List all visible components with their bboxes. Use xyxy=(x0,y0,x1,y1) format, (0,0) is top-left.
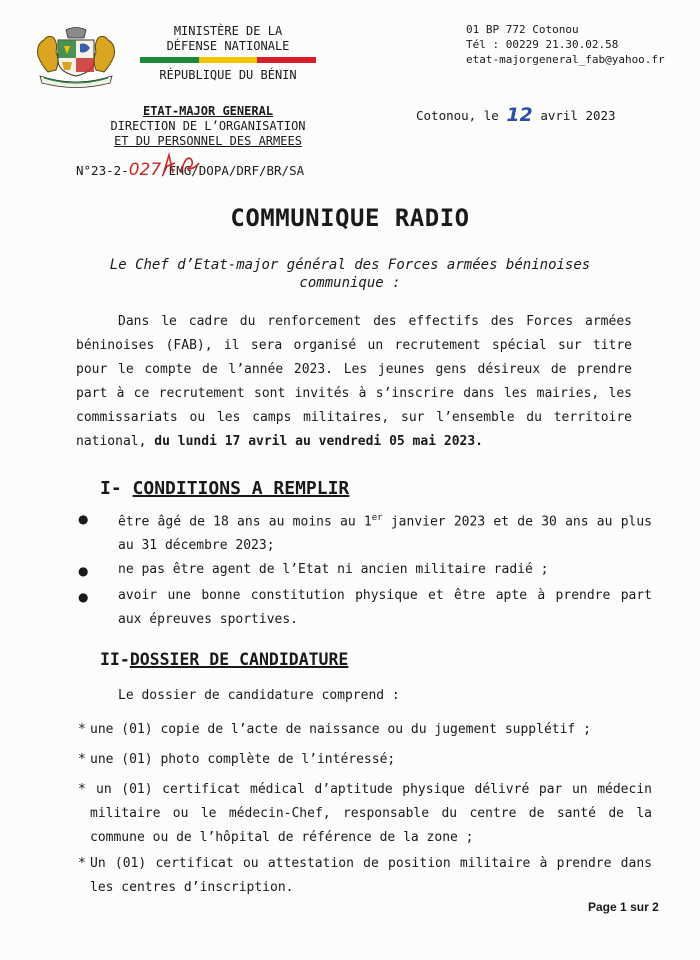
document-date xyxy=(416,103,616,125)
flag-stripe-green xyxy=(140,57,199,63)
reference-prefix: N°23-2- xyxy=(76,163,129,178)
date-day-handwritten: 12 xyxy=(506,104,533,126)
ministry-line-1: MINISTÈRE DE LA xyxy=(173,24,283,38)
dossier-item-2: une (01) photo complète de l’intéressé; xyxy=(90,752,396,767)
ministry-name xyxy=(132,24,324,54)
paragraph-bold-dates: du lundi 17 avril au vendredi 05 mai 2023. xyxy=(154,434,484,449)
page-number xyxy=(588,900,659,914)
bullet-icon: ● xyxy=(78,512,89,526)
office-block xyxy=(92,104,324,149)
dossier-item-1: une (01) copie de l’acte de naissance ou du jugement supplétif ; xyxy=(90,722,591,737)
paragraph-text: Dans le cadre du renforcement des effectifs des Forces armées béninoises (FAB), il sera organisé un recrutement spécial sur titre pour le compte de l’année 2023. Les jeunes gens désireux de prendre part à ce recrutement sont invités à s’inscrire dans les mairies, les commissariats ou les camps militaires, sur l’ensemble du territoire national, xyxy=(76,314,632,449)
dossier-item-4: Un (01) certificat ou attestation de position militaire à prendre dans les centres d’inscription. xyxy=(90,856,652,895)
intro-statement: Le Chef d’Etat-major général des Forces armées béninoises communique : xyxy=(109,257,591,291)
date-prefix: Cotonou, le xyxy=(416,108,499,123)
dossier-lead: Le dossier de candidature comprend : xyxy=(118,688,400,703)
page-current: 1 xyxy=(620,900,627,914)
asterisk-bullet-icon: * xyxy=(78,782,86,797)
bullet-icon: ● xyxy=(78,564,89,578)
reference-number xyxy=(76,160,304,180)
contact-phone: Tél : 00229 21.30.02.58 xyxy=(466,38,619,51)
flag-stripe-yellow xyxy=(199,57,258,63)
republic-name: RÉPUBLIQUE DU BÉNIN xyxy=(159,68,297,82)
bullet-icon: ● xyxy=(78,590,89,604)
coat-of-arms-emblem xyxy=(34,26,118,88)
contact-email: etat-majorgeneral_fab@yahoo.fr xyxy=(466,53,665,66)
page-prefix: Page xyxy=(588,900,617,914)
page-separator: sur xyxy=(630,900,649,914)
office-line-1: ETAT-MAJOR GENERAL xyxy=(142,104,274,118)
asterisk-bullet-icon: * xyxy=(78,856,86,871)
section-2-heading xyxy=(100,650,348,669)
flag-color-bar xyxy=(140,57,316,63)
reference-suffix: /EMG/DOPA/DRF/BR/SA xyxy=(161,163,305,178)
section-1-heading xyxy=(100,478,349,499)
condition-item-2: ne pas être agent de l’Etat ni ancien militaire radié ; xyxy=(118,562,549,577)
date-suffix: avril 2023 xyxy=(540,108,616,123)
reference-number-handwritten: 027 xyxy=(128,160,162,180)
section-1-title: CONDITIONS A REMPLIR xyxy=(132,478,350,499)
contact-block xyxy=(466,22,665,67)
section-2-number: II- xyxy=(100,650,130,669)
office-line-3: ET DU PERSONNEL DES ARMEES xyxy=(114,134,302,148)
office-line-2: DIRECTION DE L’ORGANISATION xyxy=(110,119,306,133)
section-2-title: DOSSIER DE CANDIDATURE xyxy=(129,650,349,669)
dossier-item-3: un (01) certificat médical d’aptitude physique délivré par un médecin militaire ou le médecin-Chef, responsable du centre de santé de la commune ou de l’hôpital de référence de la zone ; xyxy=(90,782,652,845)
page-total: 2 xyxy=(652,900,659,914)
handwritten-initials-icon xyxy=(155,149,215,179)
reference-suffix-wrap xyxy=(161,163,304,178)
asterisk-bullet-icon: * xyxy=(78,722,86,737)
main-paragraph xyxy=(76,310,632,454)
condition-item-3: avoir une bonne constitution physique et être apte à prendre part aux épreuves sportives. xyxy=(118,588,652,627)
section-1-number: I- xyxy=(100,478,122,499)
contact-address: 01 BP 772 Cotonou xyxy=(466,23,579,36)
document-title: COMMUNIQUE RADIO xyxy=(230,204,470,232)
ministry-line-2: DÉFENSE NATIONALE xyxy=(166,39,290,53)
condition-item-1: être âgé de 18 ans au moins au 1er janvier 2023 et de 30 ans au plus au 31 décembre 2023; xyxy=(118,513,652,554)
flag-stripe-red xyxy=(257,57,316,63)
asterisk-bullet-icon: * xyxy=(78,752,86,767)
